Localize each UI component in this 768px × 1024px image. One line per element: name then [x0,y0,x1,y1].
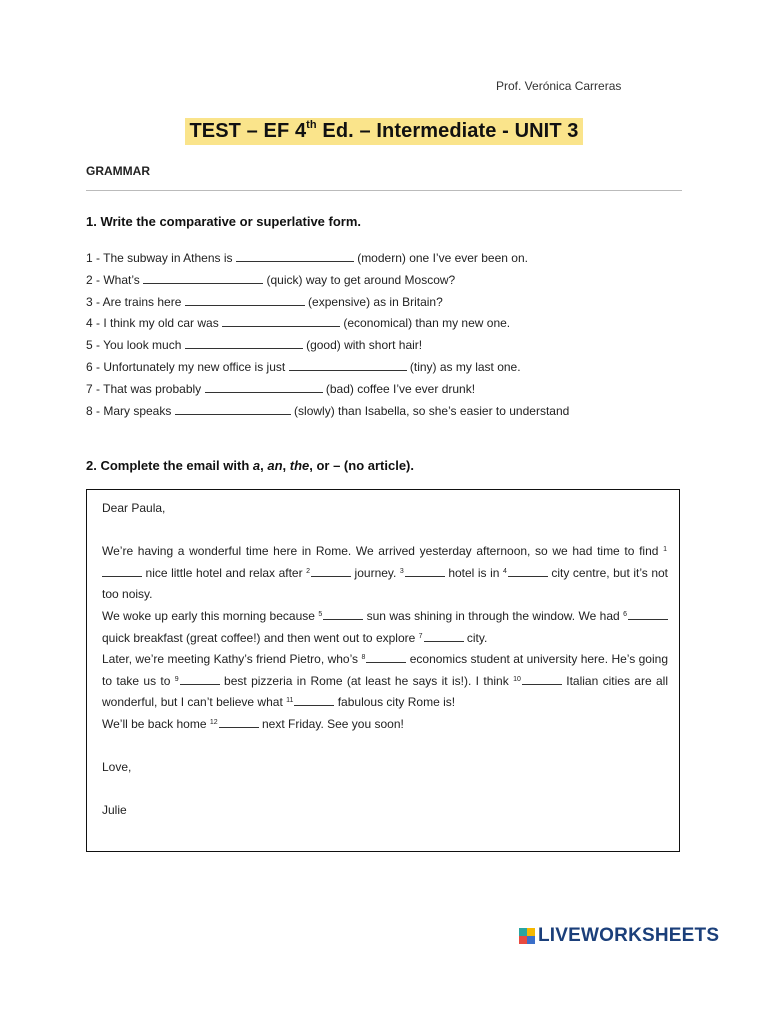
answer-blank[interactable] [143,272,263,284]
email-closing: Love, [102,760,132,775]
section-divider [86,190,682,191]
exercise-1-list [86,250,569,424]
answer-blank[interactable] [522,673,562,685]
answer-blank[interactable] [185,337,303,349]
answer-blank[interactable] [219,716,259,728]
list-item: 2 - What’s (quick) way to get around Moscow? [86,272,456,287]
email-paragraph-3: Later, we’re meeting Kathy’s friend Pietro, who’s $^8$ economics student at university here. He’s going to take us to $^9$ best pizzeria in Rome (at least he says it is!). I think $^{10}$ Italian cities are all wonderful, but I can’t believe what $^{11}$ fabulous city Rome is! [102,652,669,710]
section-heading: GRAMMAR [86,164,150,178]
answer-blank[interactable] [405,565,445,577]
email-paragraph-1: We’re having a wonderful time here in Rome. We arrived yesterday afternoon, so we had time to find $^1$ nice little hotel and relax after $^2$ journey. $^3$ hotel is in $^4$ city centre, but it’s not too noisy. [102,544,668,602]
answer-blank[interactable] [180,673,220,685]
answer-blank[interactable] [289,359,407,371]
list-item: 1 - The subway in Athens is (modern) one I’ve ever been on. [86,251,528,265]
answer-blank[interactable] [424,630,464,642]
email-signature: Julie [102,803,127,818]
email-greeting: Dear Paula, [102,501,166,515]
answer-blank[interactable] [323,608,363,620]
answer-blank[interactable] [185,294,305,306]
answer-blank[interactable] [294,694,334,706]
list-item: 4 - I think my old car was (economical) than my new one. [86,316,511,331]
email-box [86,489,680,852]
answer-blank[interactable] [205,381,323,393]
list-item: 5 - You look much (good) with short hair! [86,338,423,353]
answer-blank[interactable] [311,565,351,577]
list-item: 6 - Unfortunately my new office is just (tiny) as my last one. [86,359,521,374]
exercise-2-heading: 2. Complete the email with a, an, the, or – (no article). [86,458,414,473]
list-item: 7 - That was probably (bad) coffee I’ve ever drunk! [86,381,476,396]
answer-blank[interactable] [175,403,291,415]
answer-blank[interactable] [508,565,548,577]
email-paragraph-4: We’ll be back home $^{12}$ next Friday. See you soon! [102,716,404,731]
answer-blank[interactable] [236,250,354,262]
answer-blank[interactable] [366,651,406,663]
liveworksheets-logo-icon [519,928,535,944]
test-title: TEST – EF 4th Ed. – Intermediate - UNIT 3 [185,118,582,145]
list-item: 8 - Mary speaks (slowly) than Isabella, so she’s easier to understand [86,403,570,418]
author-name: Prof. Verónica Carreras [496,79,622,93]
title-container [0,118,768,145]
email-paragraph-2: We woke up early this morning because $^5$ sun was shining in through the window. We had $^6$ quick breakfast (great coffee!) and then went out to explore $^7$ city. [102,606,668,649]
logo-text: LIVEWORKSHEETS [538,925,720,946]
list-item: 3 - Are trains here (expensive) as in Britain? [86,294,443,309]
answer-blank[interactable] [222,315,340,327]
exercise-1-heading: 1. Write the comparative or superlative form. [86,214,362,229]
email-body [102,498,668,822]
answer-blank[interactable] [628,608,668,620]
liveworksheets-logo[interactable] [519,926,719,946]
answer-blank[interactable] [102,565,142,577]
